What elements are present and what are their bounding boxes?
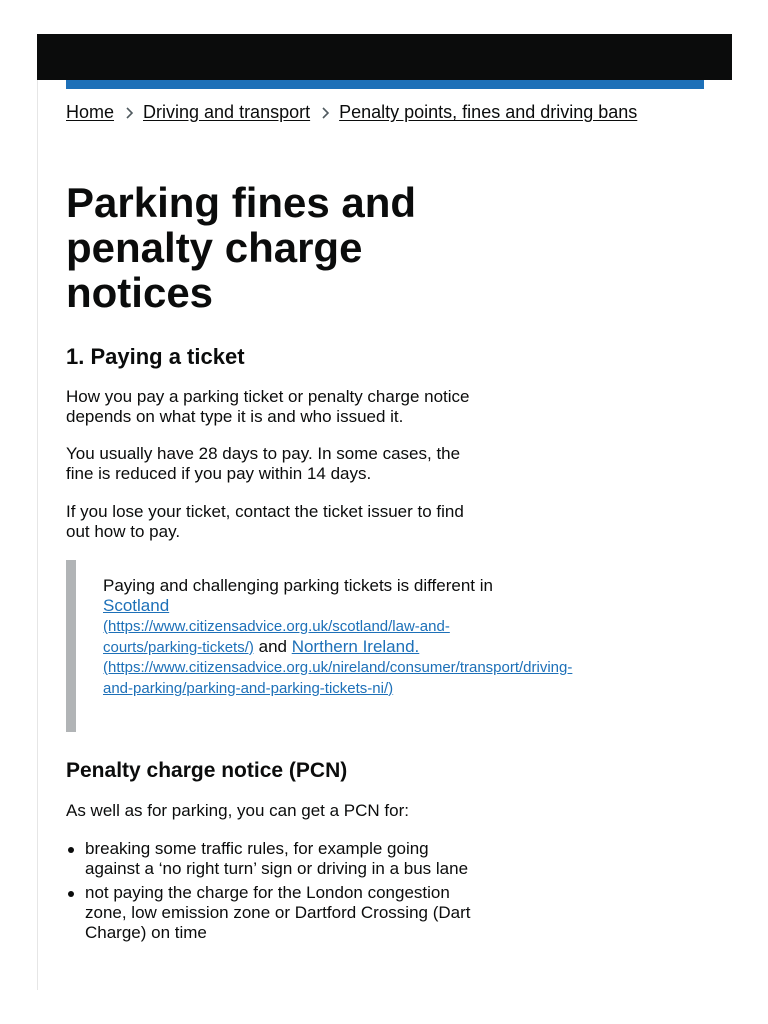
paragraph-pcn-intro: As well as for parking, you can get a PCN for: xyxy=(66,801,409,820)
list-item-text: not paying the charge for the London congestion zone, low emission zone or Dartford Crossing (Dart Charge) on time xyxy=(85,883,471,942)
list-item xyxy=(66,839,486,879)
northern-ireland-link[interactable]: Northern Ireland. xyxy=(291,636,420,656)
scotland-link-url[interactable]: (https://www.citizensadvice.org.uk/scotland/law-and-courts/parking-tickets/) xyxy=(103,618,450,656)
chevron-right-icon xyxy=(125,101,134,123)
section-heading-pcn: Penalty charge notice (PCN) xyxy=(66,759,348,782)
scotland-link[interactable]: Scotland xyxy=(103,596,170,615)
site-header xyxy=(37,34,732,80)
bullet-icon xyxy=(68,891,74,897)
paragraph-how-to-pay: How you pay a parking ticket or penalty charge notice depends on what type it is and who issued it. xyxy=(66,387,470,426)
section-heading-paying-a-ticket: 1. Paying a ticket xyxy=(66,344,245,369)
breadcrumb-home-link[interactable]: Home xyxy=(66,102,115,122)
paragraph-28-days: You usually have 28 days to pay. In some cases, the fine is reduced if you pay within 14 days. xyxy=(66,444,461,483)
inset-notice xyxy=(66,560,573,732)
bullet-icon xyxy=(68,847,74,853)
page-title: Parking fines and penalty charge notices xyxy=(66,179,417,316)
breadcrumb-driving-link[interactable]: Driving and transport xyxy=(143,102,311,122)
inset-text xyxy=(103,576,573,698)
inset-text-and: and xyxy=(253,636,292,656)
northern-ireland-link-url[interactable]: (https://www.citizensadvice.org.uk/nireland/consumer/transport/driving-and-parking/parking-and-parking-tickets-ni/) xyxy=(103,659,573,697)
list-item-text: breaking some traffic rules, for example going against a ‘no right turn’ sign or driving in a bus lane xyxy=(85,839,469,878)
list-item xyxy=(66,883,486,943)
chevron-right-icon xyxy=(321,101,330,123)
header-accent-stripe xyxy=(66,80,704,89)
breadcrumb xyxy=(66,101,706,123)
pcn-bullet-list xyxy=(66,839,486,947)
breadcrumb-penalty-link[interactable]: Penalty points, fines and driving bans xyxy=(339,102,638,122)
inset-text-intro: Paying and challenging parking tickets is different in xyxy=(103,576,493,595)
paragraph-lost-ticket: If you lose your ticket, contact the ticket issuer to find out how to pay. xyxy=(66,502,464,541)
